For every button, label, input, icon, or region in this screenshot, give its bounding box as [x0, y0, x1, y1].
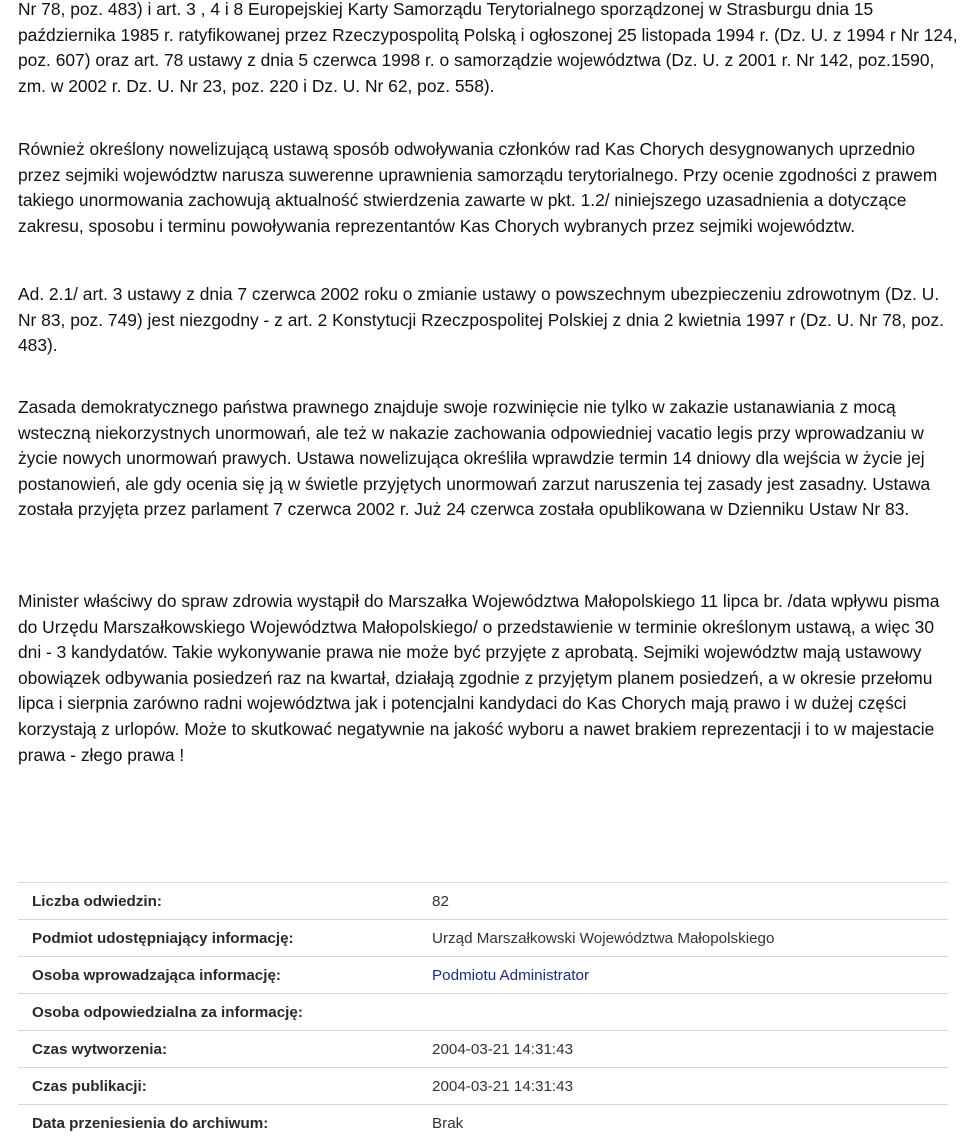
metadata-row-published [18, 1068, 948, 1105]
published-value: 2004-03-21 14:31:43 [432, 1068, 948, 1105]
created-value: 2004-03-21 14:31:43 [432, 1031, 948, 1068]
archived-value: Brak [432, 1105, 948, 1141]
paragraph-legal-references: Nr 78, poz. 483) i art. 3 , 4 i 8 Europejskiej Karty Samorządu Terytorialnego sporządzonej w Strasburgu dnia 15 października 1985 r. ratyfikowanej przez Rzeczypospolitą Polską i ogłoszonej 25 listopada 1994 r. (Dz. U. z 1994 r Nr 124, poz. 607) oraz art. 78 ustawy z dnia 5 czerwca 1998 r. o samorządzie województwa (Dz. U. z 2001 r. Nr 142, poz.1590, zm. w 2002 r. Dz. U. Nr 23, poz. 220 i Dz. U. Nr 62, poz. 558). [18, 0, 958, 99]
visits-value: 82 [432, 883, 948, 920]
metadata-row-entered-by [18, 957, 948, 994]
entered-by-link[interactable]: Podmiotu Administrator [432, 957, 948, 994]
metadata-row-provider [18, 920, 948, 957]
visits-label: Liczba odwiedzin: [18, 883, 432, 920]
published-label: Czas publikacji: [18, 1068, 432, 1105]
metadata-row-archived [18, 1105, 948, 1141]
responsible-value [432, 994, 948, 1031]
metadata-row-responsible [18, 994, 948, 1031]
paragraph-dismissal-method: Również określony nowelizującą ustawą sposób odwoływania członków rad Kas Chorych desygnowanych uprzednio przez sejmiki województw narusza suwerenne uprawnienia samorządu terytorialnego. Przy ocenie zgodności z prawem takiego unormowania zachowują aktualność stwierdzenia zawarte w pkt. 1.2/ niniejszego uzasadnienia a dotyczące zakresu, sposobu i terminu powoływania reprezentantów Kas Chorych wybranych przez sejmiki województw. [18, 137, 954, 239]
paragraph-ad-2-1: Ad. 2.1/ art. 3 ustawy z dnia 7 czerwca 2002 roku o zmianie ustawy o powszechnym ubezpieczeniu zdrowotnym (Dz. U. Nr 83, poz. 749) jest niezgodny - z art. 2 Konstytucji Rzeczpospolitej Polskiej z dnia 2 kwietnia 1997 r (Dz. U. Nr 78, poz. 483). [18, 282, 954, 359]
paragraph-rule-of-law: Zasada demokratycznego państwa prawnego znajduje swoje rozwinięcie nie tylko w zakazie ustanawiania z mocą wsteczną niekorzystnych unormowań, ale też w nakazie zachowania odpowiedniej vacatio legis przy wprowadzaniu w życie nowych unormowań prawych. Ustawa nowelizująca określiła wprawdzie termin 14 dniowy dla wejścia w życie jej postanowień, ale gdy ocenia się ją w świetle przyjętych unormowań zarzut naruszenia tej zasady jest zasadny. Ustawa została przyjęta przez parlament 7 czerwca 2002 r. Już 24 czerwca została opublikowana w Dzienniku Ustaw Nr 83. [18, 395, 954, 523]
responsible-label: Osoba odpowiedzialna za informację: [18, 994, 432, 1031]
created-label: Czas wytworzenia: [18, 1031, 432, 1068]
metadata-row-created [18, 1031, 948, 1068]
metadata-table [18, 882, 948, 1141]
archived-label: Data przeniesienia do archiwum: [18, 1105, 432, 1141]
metadata-row-visits [18, 883, 948, 920]
paragraph-minister-request: Minister właściwy do spraw zdrowia wystąpił do Marszałka Województwa Małopolskiego 11 lipca br. /data wpływu pisma do Urzędu Marszałkowskiego Województwa Małopolskiego/ o przedstawienie w terminie określonym ustawą, a więc 30 dni - 3 kandydatów. Takie wykonywanie prawa nie może być przyjęte z aprobatą. Sejmiki województw mają ustawowy obowiązek odbywania posiedzeń raz na kwartał, działają zgodnie z przyjętym planem posiedzeń, a w okresie przełomu lipca i sierpnia zarówno radni województwa jak i potencjalni kandydaci do Kas Chorych mają prawo i w dużej części korzystają z urlopów. Może to skutkować negatywnie na jakość wyboru a nawet brakiem reprezentacji i to w majestacie prawa - złego prawa ! [18, 589, 954, 768]
provider-label: Podmiot udostępniający informację: [18, 920, 432, 957]
provider-value: Urząd Marszałkowski Województwa Małopolskiego [432, 920, 948, 957]
entered-by-label: Osoba wprowadzająca informację: [18, 957, 432, 994]
